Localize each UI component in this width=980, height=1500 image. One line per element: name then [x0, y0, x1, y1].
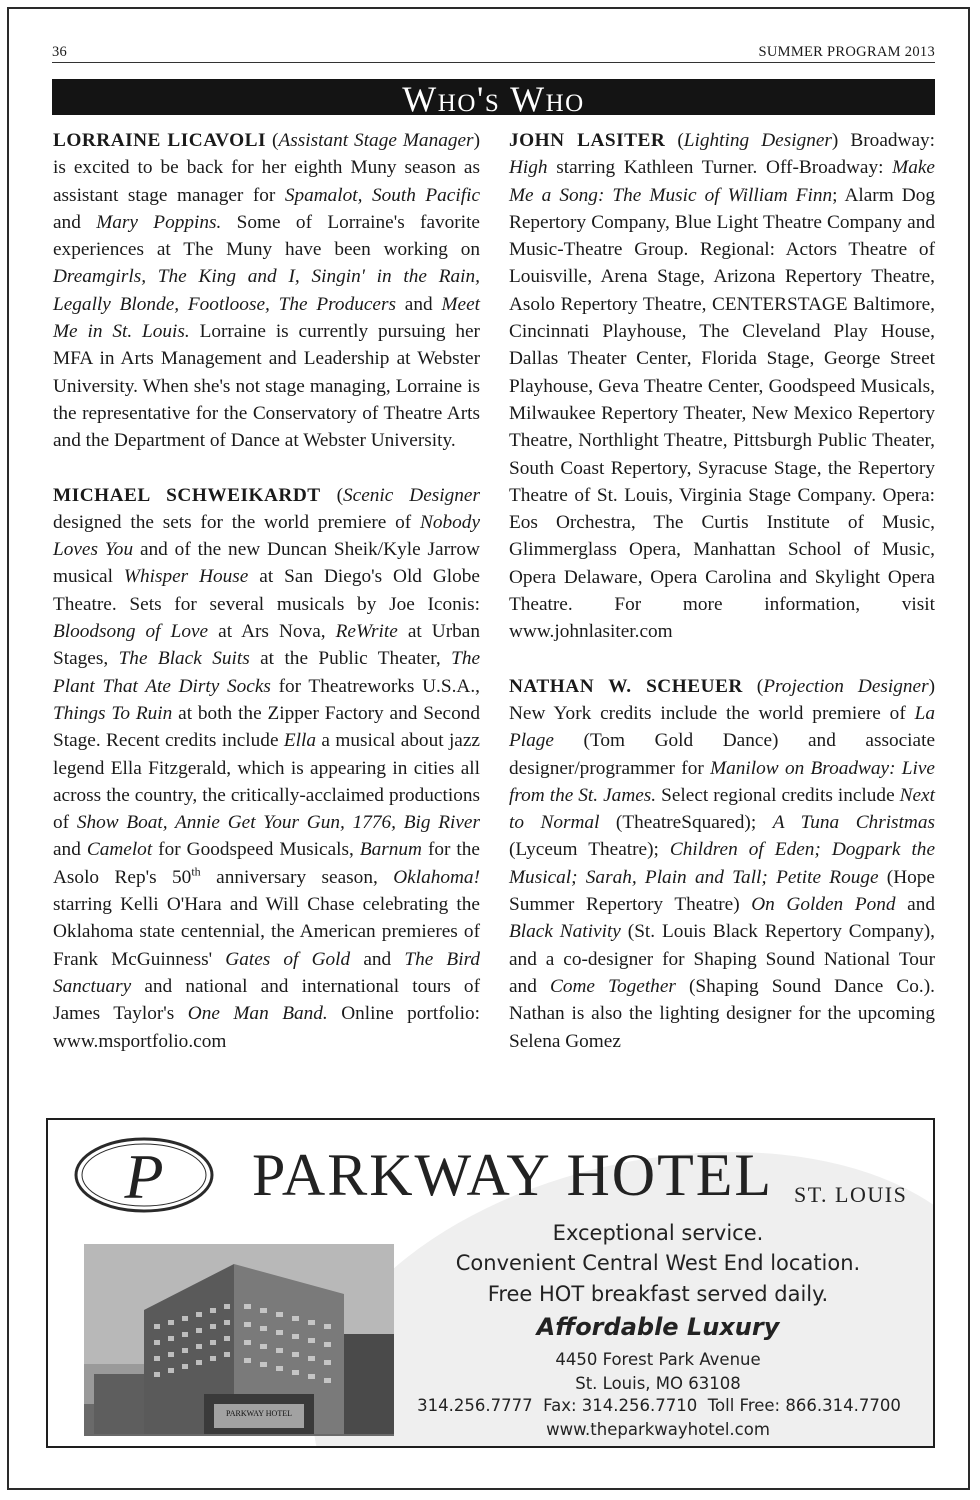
bio-text: New York credits include the world premiere of	[509, 702, 915, 724]
bio-john-lasiter: JOHN LASITER (Lighting Designer) Broadway: High starring Kathleen Turner. Off-Broadway: Make Me a Song: The Music of William Finn; Alarm Dog Repertory Company, Blue Light Theatre Company and Music-Theatre Group. Regional: Actors Theatre of Louisville, Arena Stage, Arizona Repertory Theatre, Asolo Repertory Theatre, CENTERSTAGE Baltimore, Cincinnati Playhouse, The Cleveland Play House, Dallas Theater Center, Florida Stage, George Street Playhouse, Geva Theatre Center, Goodspeed Musicals, Milwaukee Repertory Theater, New Mexico Repertory Theatre, Northlight Theatre, Pittsburgh Public Theater, South Coast Repertory, Syracuse Stage, the Repertory Theatre of St. Louis, Virginia Stage Company. Opera: Eos Orchestra, The Curtis Institute of Music, Glimmerglass Opera, Manhattan School of Music, Opera Delaware, Opera Carolina and Skylight Opera Theatre. For more information, visit www.johnlasiter.com	[509, 130, 935, 643]
bio-title: Nobody Loves You	[53, 511, 480, 561]
bio-title: Gates of Gold	[225, 948, 351, 970]
section-banner	[52, 79, 935, 119]
bio-title: Show Boat, Annie Get Your Gun, 1776, Big River	[76, 812, 480, 834]
bio-title: Camelot	[86, 839, 153, 861]
bio-text: starring Kathleen Turner. Off-Broadway:	[547, 157, 893, 179]
ad-phone: 314.256.7777	[417, 1396, 533, 1415]
bio-role: Lighting Designer	[683, 130, 832, 151]
bio-text: ; Alarm Dog Repertory Company, Blue Light Theatre Company and Music-Theatre Group. Regional: Actors Theatre of Louisville, Arena Stage, Arizona Repertory Theatre, Asolo Repertory Theatre, CENTERSTAGE Baltimore, Cincinnati Playhouse, The Cleveland Play House, Dallas Theater Center, Florida Stage, George Street Playhouse, Geva Theatre Center, Goodspeed Musicals, Milwaukee Repertory Theater, New Mexico Repertory Theatre, Northlight Theatre, Pittsburgh Public Theater, South Coast Repertory, Syracuse Stage, the Repertory Theatre of St. Louis, Virginia Stage Company. Opera: Eos Orchestra, The Curtis Institute of Music, Glimmerglass Opera, Manhattan School of Music, Opera Delaware, Opera Carolina and Skylight Opera Theatre. For more information, visit www.johnlasiter.com	[509, 184, 935, 643]
bio-text: Some of Lorraine's favorite experiences at The Muny have been working on	[53, 211, 480, 261]
logo-letter: P	[124, 1141, 164, 1212]
hotel-building-photo	[84, 1244, 394, 1436]
bio-title: La Plage	[509, 702, 935, 752]
bio-text: starring Kelli O'Hara and Will Chase celebrating the Oklahoma state centennial, the American premieres of Frank McGuinness'	[53, 894, 480, 970]
bio-text: (Shaping Sound Dance Co.). Nathan is also the lighting designer for the upcoming Selena Gomez	[509, 975, 935, 1052]
hotel-city: ST. LOUIS	[794, 1182, 908, 1207]
bio-text: for Goodspeed Musicals,	[152, 839, 360, 861]
bio-title: Mary Poppins.	[96, 211, 222, 233]
ad-fax: Fax: 314.256.7710	[543, 1396, 698, 1415]
bio-title: On Golden Pond	[751, 894, 896, 916]
hotel-name: PARKWAY HOTEL	[252, 1142, 774, 1208]
ad-slogan: Affordable Luxury	[536, 1313, 780, 1341]
bio-title: Dreamgirls, The King and I, Singin' in the Rain, Legally Blonde, Footloose, The Producers	[53, 266, 480, 315]
bio-role: Assistant Stage Manager	[278, 130, 474, 151]
bio-name: JOHN LASITER	[509, 130, 666, 151]
bio-title: Spamalot, South Pacific	[284, 184, 480, 206]
bio-lorraine-licavoli: LORRAINE LICAVOLI (Assistant Stage Manager) is excited to be back for her eighth Muny season as assistant stage manager for Spamalot, South Pacific and Mary Poppins. Some of Lorraine's favorite experiences at The Muny have been working on Dreamgirls, The King and I, Singin' in the Rain, Legally Blonde, Footloose, The Producers and Meet Me in St. Louis. Lorraine is currently pursuing her MFA in Arts Management and Leadership at Webster University. When she's not stage managing, Lorraine is the representative for the Conservatory of Theatre Arts and the Department of Dance at Webster University.	[53, 130, 480, 452]
ad-website: www.theparkwayhotel.com	[546, 1420, 770, 1439]
ad-line-location: Convenient Central West End location.	[455, 1251, 861, 1275]
bio-text: and	[395, 293, 442, 315]
bio-title: Things To Ruin	[53, 702, 173, 724]
bio-title: Ella	[283, 730, 317, 752]
ad-phone-numbers	[404, 1396, 914, 1415]
bio-text: (St. Louis Black Repertory Company), and a co-designer for Shaping Sound National Tour and	[509, 921, 935, 997]
page-header	[52, 44, 935, 62]
bio-text: and	[53, 839, 87, 861]
bio-text: (Tom Gold Dance) and associate designer/programmer for	[509, 730, 935, 779]
bio-title: Meet Me in St. Louis.	[53, 293, 480, 343]
bio-title: Bloodsong of Love	[53, 621, 209, 643]
bio-title: Next to Normal	[509, 784, 935, 834]
ad-address-street: 4450 Forest Park Avenue	[555, 1350, 761, 1369]
bio-title: The Bird Sanctuary	[53, 948, 480, 997]
bio-text: and	[53, 211, 97, 233]
bio-text: (Hope Summer Repertory Theatre)	[509, 866, 935, 916]
bio-text: is excited to be back for her eighth Muny season as assistant stage manager for	[53, 157, 480, 206]
bio-title: A Tuna Christmas	[772, 812, 935, 834]
bio-text: and	[895, 894, 935, 916]
bio-nathan-scheuer: NATHAN W. SCHEUER (Projection Designer) New York credits include the world premiere of La Plage (Tom Gold Dance) and associate designer/programmer for Manilow on Broadway: Live from the St. James. Select regional credits include Next to Normal (TheatreSquared); A Tuna Christmas (Lyceum Theatre); Children of Eden; Dogpark the Musical; Sarah, Plain and Tall; Petite Rouge (Hope Summer Repertory Theatre) On Golden Pond and Black Nativity (St. Louis Black Repertory Company), and a co-designer for Shaping Sound National Tour and Come Together (Shaping Sound Dance Co.). Nathan is also the lighting designer for the upcoming Selena Gomez	[509, 675, 936, 1052]
bio-text: for Theatreworks U.S.A.,	[270, 675, 480, 697]
bio-text: a musical about jazz legend Ella Fitzgerald, which is appearing in cities all across the country, the critically-acclaimed productions of	[53, 730, 480, 834]
bio-name: MICHAEL SCHWEIKARDT	[53, 484, 321, 506]
superscript: th	[191, 864, 201, 879]
parkway-logo-icon	[72, 1134, 216, 1216]
bio-text: (TheatreSquared);	[599, 812, 773, 834]
page-number: 36	[52, 44, 68, 60]
bio-role: Projection Designer	[763, 675, 929, 697]
photo-sign-text: PARKWAY HOTEL	[225, 1409, 293, 1418]
bio-text: and	[350, 948, 405, 970]
bio-title: Manilow on Broadway: Live from the St. James.	[509, 757, 935, 806]
bio-text: Select regional credits include	[656, 784, 900, 806]
bio-title: Whisper House	[123, 566, 249, 588]
bio-text: at San Diego's Old Globe Theatre. Sets for several musicals by Joe Iconis:	[53, 566, 480, 615]
bio-title: Make Me a Song: The Music of William Finn	[509, 157, 935, 206]
ad-address-city: St. Louis, MO 63108	[575, 1374, 741, 1393]
header-rule	[52, 62, 935, 63]
bio-text: anniversary season,	[200, 866, 394, 888]
bio-name: LORRAINE LICAVOLI	[53, 130, 267, 151]
bio-title: One Man Band.	[187, 1003, 328, 1025]
bio-title: The Black Suits	[118, 648, 250, 670]
bio-title: ReWrite	[335, 621, 398, 643]
bio-title: Black Nativity	[509, 921, 621, 943]
bio-text: Lorraine is currently pursuing her MFA in Arts Management and Leadership at Webster University. When she's not stage managing, Lorraine is the representative for the Conservatory of Theatre Arts and the Department of Dance at Webster University.	[53, 321, 480, 452]
parkway-hotel-ad	[46, 1118, 935, 1448]
program-title: SUMMER PROGRAM 2013	[758, 44, 935, 60]
bio-name: NATHAN W. SCHEUER	[509, 675, 743, 697]
ad-toll-free: Toll Free: 866.314.7700	[707, 1396, 901, 1415]
ad-line-breakfast: Free HOT breakfast served daily.	[487, 1282, 829, 1306]
bio-title: High	[509, 157, 548, 179]
bio-title: Come Together	[549, 975, 676, 997]
bio-text: and of the new Duncan Sheik/Kyle Jarrow musical	[53, 539, 480, 588]
bio-michael-schweikardt: MICHAEL SCHWEIKARDT (Scenic Designer designed the sets for the world premiere of Nobody Loves You and of the new Duncan Sheik/Kyle Jarrow musical Whisper House at San Diego's Old Globe Theatre. Sets for several musicals by Joe Iconis: Bloodsong of Love at Ars Nova, ReWrite at Urban Stages, The Black Suits at the Public Theater, The Plant That Ate Dirty Socks for Theatreworks U.S.A., Things To Ruin at both the Zipper Factory and Second Stage. Recent credits include Ella a musical about jazz legend Ella Fitzgerald, which is appearing in cities all across the country, the critically-acclaimed productions of Show Boat, Annie Get Your Gun, 1776, Big River and Camelot for Goodspeed Musicals, Barnum for the Asolo Rep's 50th anniversary season, Oklahoma! starring Kelli O'Hara and Will Chase celebrating the Oklahoma state centennial, the American premieres of Frank McGuinness' Gates of Gold and The Bird Sanctuary and national and international tours of James Taylor's One Man Band. Online portfolio: www.msportfolio.com	[53, 484, 481, 1052]
bio-text: at Urban Stages,	[53, 621, 480, 670]
bio-role: Scenic Designer	[343, 484, 480, 506]
bio-text: designed the sets for the world premiere of	[53, 511, 421, 533]
bio-text: at the Public Theater,	[249, 648, 452, 670]
bio-text: Online portfolio: www.msportfolio.com	[53, 1003, 480, 1052]
ad-line-service: Exceptional service.	[552, 1221, 764, 1245]
bio-title: Oklahoma!	[393, 866, 480, 888]
right-column	[509, 127, 935, 1082]
bio-title: Barnum	[359, 839, 422, 861]
bio-title: The Plant That Ate Dirty Socks	[53, 648, 481, 697]
bio-text: (Lyceum Theatre);	[509, 839, 670, 861]
bio-text: Broadway:	[838, 130, 935, 151]
left-column	[53, 127, 480, 1082]
bio-text: at both the Zipper Factory and Second Stage. Recent credits include	[53, 702, 481, 752]
section-title: Who's Who	[402, 79, 585, 119]
bio-text: and national and international tours of James Taylor's	[53, 975, 480, 1025]
bio-text: for the Asolo Rep's 50	[53, 839, 480, 888]
bio-title: Children of Eden; Dogpark the Musical; Sarah, Plain and Tall; Petite Rouge	[509, 839, 935, 888]
bio-text: at Ars Nova,	[208, 621, 336, 643]
